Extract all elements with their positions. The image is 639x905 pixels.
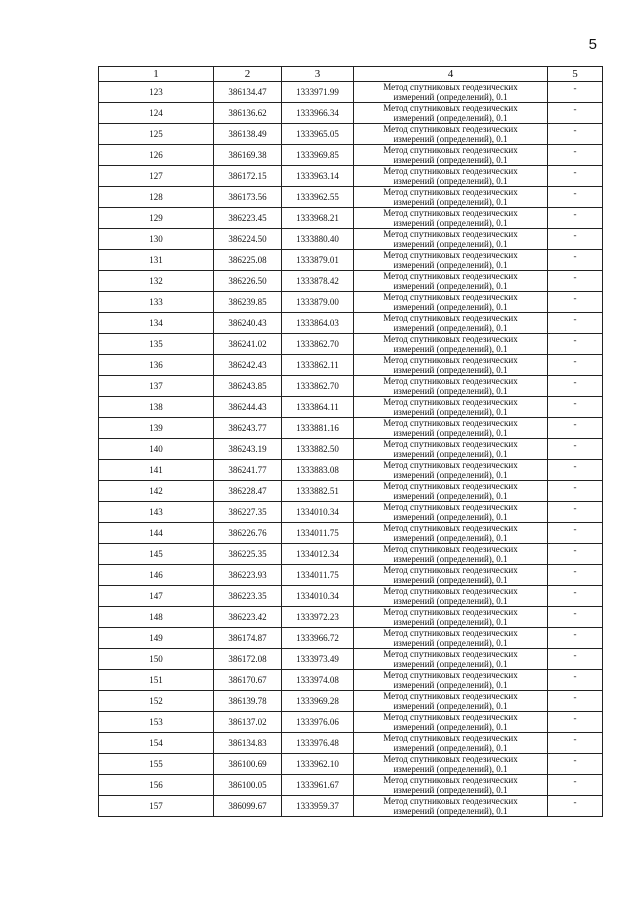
table-row bbox=[99, 586, 603, 607]
method-line-1: Метод спутниковых геодезических bbox=[383, 250, 518, 260]
method-line-1: Метод спутниковых геодезических bbox=[383, 271, 518, 281]
x-coordinate-cell: 386169.38 bbox=[214, 145, 282, 166]
y-coordinate-cell: 1334011.75 bbox=[282, 523, 354, 544]
table-row bbox=[99, 649, 603, 670]
point-number-cell: 146 bbox=[99, 565, 214, 586]
method-line-1: Метод спутниковых геодезических bbox=[383, 628, 518, 638]
description-cell: - bbox=[548, 313, 603, 334]
method-line-1: Метод спутниковых геодезических bbox=[383, 502, 518, 512]
method-cell bbox=[354, 418, 548, 439]
method-line-2: измерений (определений), 0.1 bbox=[393, 743, 508, 753]
y-coordinate-cell: 1333862.70 bbox=[282, 376, 354, 397]
point-number-cell: 132 bbox=[99, 271, 214, 292]
method-line-2: измерений (определений), 0.1 bbox=[393, 344, 508, 354]
point-number-cell: 153 bbox=[99, 712, 214, 733]
y-coordinate-cell: 1333878.42 bbox=[282, 271, 354, 292]
x-coordinate-cell: 386099.67 bbox=[214, 796, 282, 817]
y-coordinate-cell: 1333880.40 bbox=[282, 229, 354, 250]
y-coordinate-cell: 1333962.55 bbox=[282, 187, 354, 208]
point-number-cell: 148 bbox=[99, 607, 214, 628]
table-row bbox=[99, 82, 603, 103]
description-cell: - bbox=[548, 229, 603, 250]
table-row bbox=[99, 145, 603, 166]
x-coordinate-cell: 386173.56 bbox=[214, 187, 282, 208]
column-header-3: 3 bbox=[282, 67, 354, 82]
method-line-2: измерений (определений), 0.1 bbox=[393, 470, 508, 480]
y-coordinate-cell: 1333963.14 bbox=[282, 166, 354, 187]
point-number-cell: 131 bbox=[99, 250, 214, 271]
method-line-2: измерений (определений), 0.1 bbox=[393, 659, 508, 669]
method-line-1: Метод спутниковых геодезических bbox=[383, 460, 518, 470]
table-row bbox=[99, 124, 603, 145]
method-line-1: Метод спутниковых геодезических bbox=[383, 82, 518, 92]
description-cell: - bbox=[548, 439, 603, 460]
description-cell: - bbox=[548, 544, 603, 565]
method-cell bbox=[354, 250, 548, 271]
y-coordinate-cell: 1334012.34 bbox=[282, 544, 354, 565]
method-cell bbox=[354, 712, 548, 733]
method-line-2: измерений (определений), 0.1 bbox=[393, 638, 508, 648]
description-cell: - bbox=[548, 502, 603, 523]
description-cell: - bbox=[548, 145, 603, 166]
description-cell: - bbox=[548, 775, 603, 796]
point-number-cell: 124 bbox=[99, 103, 214, 124]
method-line-2: измерений (определений), 0.1 bbox=[393, 92, 508, 102]
table-row bbox=[99, 439, 603, 460]
method-line-1: Метод спутниковых геодезических bbox=[383, 166, 518, 176]
method-line-1: Метод спутниковых геодезических bbox=[383, 733, 518, 743]
description-cell: - bbox=[548, 271, 603, 292]
x-coordinate-cell: 386227.35 bbox=[214, 502, 282, 523]
method-line-2: измерений (определений), 0.1 bbox=[393, 239, 508, 249]
method-line-1: Метод спутниковых геодезических bbox=[383, 355, 518, 365]
description-cell: - bbox=[548, 523, 603, 544]
table-row bbox=[99, 796, 603, 817]
y-coordinate-cell: 1333962.10 bbox=[282, 754, 354, 775]
coordinates-table bbox=[98, 66, 603, 817]
method-line-1: Метод спутниковых геодезических bbox=[383, 649, 518, 659]
description-cell: - bbox=[548, 376, 603, 397]
x-coordinate-cell: 386134.47 bbox=[214, 82, 282, 103]
method-line-2: измерений (определений), 0.1 bbox=[393, 617, 508, 627]
method-line-2: измерений (определений), 0.1 bbox=[393, 596, 508, 606]
point-number-cell: 152 bbox=[99, 691, 214, 712]
method-line-2: измерений (определений), 0.1 bbox=[393, 281, 508, 291]
method-line-1: Метод спутниковых геодезических bbox=[383, 775, 518, 785]
table-row bbox=[99, 397, 603, 418]
y-coordinate-cell: 1333972.23 bbox=[282, 607, 354, 628]
table-body bbox=[99, 82, 603, 817]
method-line-2: измерений (определений), 0.1 bbox=[393, 218, 508, 228]
method-cell bbox=[354, 628, 548, 649]
method-line-2: измерений (определений), 0.1 bbox=[393, 155, 508, 165]
table-row bbox=[99, 775, 603, 796]
x-coordinate-cell: 386243.19 bbox=[214, 439, 282, 460]
y-coordinate-cell: 1333959.37 bbox=[282, 796, 354, 817]
x-coordinate-cell: 386224.50 bbox=[214, 229, 282, 250]
y-coordinate-cell: 1333968.21 bbox=[282, 208, 354, 229]
method-cell bbox=[354, 460, 548, 481]
description-cell: - bbox=[548, 250, 603, 271]
method-line-1: Метод спутниковых геодезических bbox=[383, 145, 518, 155]
table-row bbox=[99, 670, 603, 691]
point-number-cell: 136 bbox=[99, 355, 214, 376]
description-cell: - bbox=[548, 82, 603, 103]
x-coordinate-cell: 386228.47 bbox=[214, 481, 282, 502]
description-cell: - bbox=[548, 712, 603, 733]
method-cell bbox=[354, 439, 548, 460]
method-line-2: измерений (определений), 0.1 bbox=[393, 428, 508, 438]
method-line-1: Метод спутниковых геодезических bbox=[383, 481, 518, 491]
x-coordinate-cell: 386226.50 bbox=[214, 271, 282, 292]
method-line-2: измерений (определений), 0.1 bbox=[393, 554, 508, 564]
y-coordinate-cell: 1333971.99 bbox=[282, 82, 354, 103]
x-coordinate-cell: 386226.76 bbox=[214, 523, 282, 544]
point-number-cell: 139 bbox=[99, 418, 214, 439]
method-line-2: измерений (определений), 0.1 bbox=[393, 533, 508, 543]
method-cell bbox=[354, 103, 548, 124]
point-number-cell: 147 bbox=[99, 586, 214, 607]
method-line-2: измерений (определений), 0.1 bbox=[393, 365, 508, 375]
x-coordinate-cell: 386225.35 bbox=[214, 544, 282, 565]
y-coordinate-cell: 1333862.11 bbox=[282, 355, 354, 376]
y-coordinate-cell: 1333969.85 bbox=[282, 145, 354, 166]
point-number-cell: 135 bbox=[99, 334, 214, 355]
y-coordinate-cell: 1333976.06 bbox=[282, 712, 354, 733]
x-coordinate-cell: 386243.85 bbox=[214, 376, 282, 397]
method-cell bbox=[354, 733, 548, 754]
y-coordinate-cell: 1333879.00 bbox=[282, 292, 354, 313]
description-cell: - bbox=[548, 649, 603, 670]
point-number-cell: 157 bbox=[99, 796, 214, 817]
method-line-1: Метод спутниковых геодезических bbox=[383, 670, 518, 680]
table-header-row bbox=[99, 67, 603, 82]
point-number-cell: 142 bbox=[99, 481, 214, 502]
method-line-1: Метод спутниковых геодезических bbox=[383, 187, 518, 197]
method-cell bbox=[354, 670, 548, 691]
method-line-1: Метод спутниковых геодезических bbox=[383, 439, 518, 449]
point-number-cell: 145 bbox=[99, 544, 214, 565]
x-coordinate-cell: 386136.62 bbox=[214, 103, 282, 124]
method-line-1: Метод спутниковых геодезических bbox=[383, 565, 518, 575]
method-line-1: Метод спутниковых геодезических bbox=[383, 334, 518, 344]
method-line-1: Метод спутниковых геодезических bbox=[383, 376, 518, 386]
table-row bbox=[99, 565, 603, 586]
y-coordinate-cell: 1333882.50 bbox=[282, 439, 354, 460]
x-coordinate-cell: 386242.43 bbox=[214, 355, 282, 376]
method-line-2: измерений (определений), 0.1 bbox=[393, 785, 508, 795]
x-coordinate-cell: 386170.67 bbox=[214, 670, 282, 691]
method-line-1: Метод спутниковых геодезических bbox=[383, 418, 518, 428]
method-line-2: измерений (определений), 0.1 bbox=[393, 722, 508, 732]
table-row bbox=[99, 544, 603, 565]
method-line-2: измерений (определений), 0.1 bbox=[393, 197, 508, 207]
method-line-2: измерений (определений), 0.1 bbox=[393, 491, 508, 501]
table-row bbox=[99, 313, 603, 334]
x-coordinate-cell: 386239.85 bbox=[214, 292, 282, 313]
method-line-2: измерений (определений), 0.1 bbox=[393, 449, 508, 459]
description-cell: - bbox=[548, 103, 603, 124]
method-cell bbox=[354, 565, 548, 586]
table-row bbox=[99, 712, 603, 733]
description-cell: - bbox=[548, 460, 603, 481]
point-number-cell: 130 bbox=[99, 229, 214, 250]
description-cell: - bbox=[548, 355, 603, 376]
method-cell bbox=[354, 187, 548, 208]
method-cell bbox=[354, 649, 548, 670]
point-number-cell: 154 bbox=[99, 733, 214, 754]
table-row bbox=[99, 733, 603, 754]
method-cell bbox=[354, 124, 548, 145]
y-coordinate-cell: 1334010.34 bbox=[282, 586, 354, 607]
point-number-cell: 156 bbox=[99, 775, 214, 796]
method-line-1: Метод спутниковых геодезических bbox=[383, 544, 518, 554]
x-coordinate-cell: 386223.42 bbox=[214, 607, 282, 628]
table-row bbox=[99, 355, 603, 376]
description-cell: - bbox=[548, 481, 603, 502]
method-line-1: Метод спутниковых геодезических bbox=[383, 292, 518, 302]
x-coordinate-cell: 386223.45 bbox=[214, 208, 282, 229]
point-number-cell: 129 bbox=[99, 208, 214, 229]
method-line-2: измерений (определений), 0.1 bbox=[393, 386, 508, 396]
point-number-cell: 140 bbox=[99, 439, 214, 460]
y-coordinate-cell: 1333969.28 bbox=[282, 691, 354, 712]
table-row bbox=[99, 460, 603, 481]
table-row bbox=[99, 229, 603, 250]
table-row bbox=[99, 103, 603, 124]
method-line-2: измерений (определений), 0.1 bbox=[393, 680, 508, 690]
description-cell: - bbox=[548, 565, 603, 586]
description-cell: - bbox=[548, 754, 603, 775]
x-coordinate-cell: 386100.69 bbox=[214, 754, 282, 775]
method-line-2: измерений (определений), 0.1 bbox=[393, 260, 508, 270]
x-coordinate-cell: 386243.77 bbox=[214, 418, 282, 439]
x-coordinate-cell: 386137.02 bbox=[214, 712, 282, 733]
description-cell: - bbox=[548, 670, 603, 691]
point-number-cell: 155 bbox=[99, 754, 214, 775]
x-coordinate-cell: 386241.02 bbox=[214, 334, 282, 355]
y-coordinate-cell: 1333883.08 bbox=[282, 460, 354, 481]
point-number-cell: 123 bbox=[99, 82, 214, 103]
table-row bbox=[99, 481, 603, 502]
x-coordinate-cell: 386225.08 bbox=[214, 250, 282, 271]
method-cell bbox=[354, 754, 548, 775]
method-cell bbox=[354, 271, 548, 292]
table-row bbox=[99, 376, 603, 397]
description-cell: - bbox=[548, 166, 603, 187]
point-number-cell: 134 bbox=[99, 313, 214, 334]
y-coordinate-cell: 1333974.08 bbox=[282, 670, 354, 691]
point-number-cell: 151 bbox=[99, 670, 214, 691]
method-cell bbox=[354, 397, 548, 418]
x-coordinate-cell: 386134.83 bbox=[214, 733, 282, 754]
x-coordinate-cell: 386100.05 bbox=[214, 775, 282, 796]
y-coordinate-cell: 1333965.05 bbox=[282, 124, 354, 145]
method-line-2: измерений (определений), 0.1 bbox=[393, 176, 508, 186]
method-line-2: измерений (определений), 0.1 bbox=[393, 134, 508, 144]
y-coordinate-cell: 1333966.34 bbox=[282, 103, 354, 124]
point-number-cell: 138 bbox=[99, 397, 214, 418]
y-coordinate-cell: 1334010.34 bbox=[282, 502, 354, 523]
method-cell bbox=[354, 502, 548, 523]
table-row bbox=[99, 250, 603, 271]
table-row bbox=[99, 292, 603, 313]
y-coordinate-cell: 1333881.16 bbox=[282, 418, 354, 439]
method-line-1: Метод спутниковых геодезических bbox=[383, 523, 518, 533]
method-line-2: измерений (определений), 0.1 bbox=[393, 323, 508, 333]
description-cell: - bbox=[548, 208, 603, 229]
table-row bbox=[99, 418, 603, 439]
table-row bbox=[99, 502, 603, 523]
method-line-1: Метод спутниковых геодезических bbox=[383, 208, 518, 218]
description-cell: - bbox=[548, 187, 603, 208]
method-cell bbox=[354, 691, 548, 712]
y-coordinate-cell: 1333882.51 bbox=[282, 481, 354, 502]
table-row bbox=[99, 334, 603, 355]
table-row bbox=[99, 166, 603, 187]
method-line-2: измерений (определений), 0.1 bbox=[393, 302, 508, 312]
description-cell: - bbox=[548, 607, 603, 628]
method-line-1: Метод спутниковых геодезических bbox=[383, 397, 518, 407]
y-coordinate-cell: 1333966.72 bbox=[282, 628, 354, 649]
y-coordinate-cell: 1333973.49 bbox=[282, 649, 354, 670]
y-coordinate-cell: 1334011.75 bbox=[282, 565, 354, 586]
table-row bbox=[99, 523, 603, 544]
method-line-2: измерений (определений), 0.1 bbox=[393, 407, 508, 417]
page-number: 5 bbox=[588, 36, 597, 53]
description-cell: - bbox=[548, 334, 603, 355]
method-line-2: измерений (определений), 0.1 bbox=[393, 806, 508, 816]
method-cell bbox=[354, 586, 548, 607]
method-line-1: Метод спутниковых геодезических bbox=[383, 586, 518, 596]
method-cell bbox=[354, 481, 548, 502]
method-line-1: Метод спутниковых геодезических bbox=[383, 712, 518, 722]
table-row bbox=[99, 754, 603, 775]
column-header-1: 1 bbox=[99, 67, 214, 82]
point-number-cell: 133 bbox=[99, 292, 214, 313]
description-cell: - bbox=[548, 628, 603, 649]
method-cell bbox=[354, 166, 548, 187]
description-cell: - bbox=[548, 733, 603, 754]
description-cell: - bbox=[548, 124, 603, 145]
method-cell bbox=[354, 523, 548, 544]
point-number-cell: 126 bbox=[99, 145, 214, 166]
y-coordinate-cell: 1333862.70 bbox=[282, 334, 354, 355]
point-number-cell: 127 bbox=[99, 166, 214, 187]
column-header-4: 4 bbox=[354, 67, 548, 82]
description-cell: - bbox=[548, 586, 603, 607]
point-number-cell: 141 bbox=[99, 460, 214, 481]
column-header-2: 2 bbox=[214, 67, 282, 82]
table-row bbox=[99, 187, 603, 208]
method-cell bbox=[354, 607, 548, 628]
table-row bbox=[99, 691, 603, 712]
y-coordinate-cell: 1333864.11 bbox=[282, 397, 354, 418]
point-number-cell: 143 bbox=[99, 502, 214, 523]
x-coordinate-cell: 386223.35 bbox=[214, 586, 282, 607]
x-coordinate-cell: 386240.43 bbox=[214, 313, 282, 334]
point-number-cell: 137 bbox=[99, 376, 214, 397]
x-coordinate-cell: 386172.08 bbox=[214, 649, 282, 670]
column-header-5: 5 bbox=[548, 67, 603, 82]
y-coordinate-cell: 1333879.01 bbox=[282, 250, 354, 271]
method-cell bbox=[354, 82, 548, 103]
method-cell bbox=[354, 292, 548, 313]
x-coordinate-cell: 386139.78 bbox=[214, 691, 282, 712]
method-cell bbox=[354, 775, 548, 796]
method-line-1: Метод спутниковых геодезических bbox=[383, 103, 518, 113]
method-line-1: Метод спутниковых геодезических bbox=[383, 796, 518, 806]
method-line-1: Метод спутниковых геодезических bbox=[383, 607, 518, 617]
x-coordinate-cell: 386174.87 bbox=[214, 628, 282, 649]
method-cell bbox=[354, 796, 548, 817]
x-coordinate-cell: 386138.49 bbox=[214, 124, 282, 145]
y-coordinate-cell: 1333976.48 bbox=[282, 733, 354, 754]
x-coordinate-cell: 386244.43 bbox=[214, 397, 282, 418]
method-cell bbox=[354, 208, 548, 229]
method-cell bbox=[354, 544, 548, 565]
method-line-2: измерений (определений), 0.1 bbox=[393, 575, 508, 585]
point-number-cell: 150 bbox=[99, 649, 214, 670]
description-cell: - bbox=[548, 691, 603, 712]
x-coordinate-cell: 386241.77 bbox=[214, 460, 282, 481]
method-line-2: измерений (определений), 0.1 bbox=[393, 512, 508, 522]
method-cell bbox=[354, 355, 548, 376]
description-cell: - bbox=[548, 796, 603, 817]
method-cell bbox=[354, 334, 548, 355]
table-row bbox=[99, 208, 603, 229]
description-cell: - bbox=[548, 397, 603, 418]
method-line-1: Метод спутниковых геодезических bbox=[383, 313, 518, 323]
method-line-1: Метод спутниковых геодезических bbox=[383, 691, 518, 701]
y-coordinate-cell: 1333961.67 bbox=[282, 775, 354, 796]
method-line-1: Метод спутниковых геодезических bbox=[383, 229, 518, 239]
method-cell bbox=[354, 376, 548, 397]
point-number-cell: 149 bbox=[99, 628, 214, 649]
table-row bbox=[99, 607, 603, 628]
table-row bbox=[99, 271, 603, 292]
y-coordinate-cell: 1333864.03 bbox=[282, 313, 354, 334]
method-cell bbox=[354, 313, 548, 334]
method-line-2: измерений (определений), 0.1 bbox=[393, 701, 508, 711]
method-line-2: измерений (определений), 0.1 bbox=[393, 764, 508, 774]
method-line-2: измерений (определений), 0.1 bbox=[393, 113, 508, 123]
description-cell: - bbox=[548, 292, 603, 313]
method-line-1: Метод спутниковых геодезических bbox=[383, 124, 518, 134]
table-row bbox=[99, 628, 603, 649]
x-coordinate-cell: 386223.93 bbox=[214, 565, 282, 586]
point-number-cell: 144 bbox=[99, 523, 214, 544]
method-cell bbox=[354, 145, 548, 166]
point-number-cell: 125 bbox=[99, 124, 214, 145]
description-cell: - bbox=[548, 418, 603, 439]
x-coordinate-cell: 386172.15 bbox=[214, 166, 282, 187]
method-cell bbox=[354, 229, 548, 250]
method-line-1: Метод спутниковых геодезических bbox=[383, 754, 518, 764]
point-number-cell: 128 bbox=[99, 187, 214, 208]
